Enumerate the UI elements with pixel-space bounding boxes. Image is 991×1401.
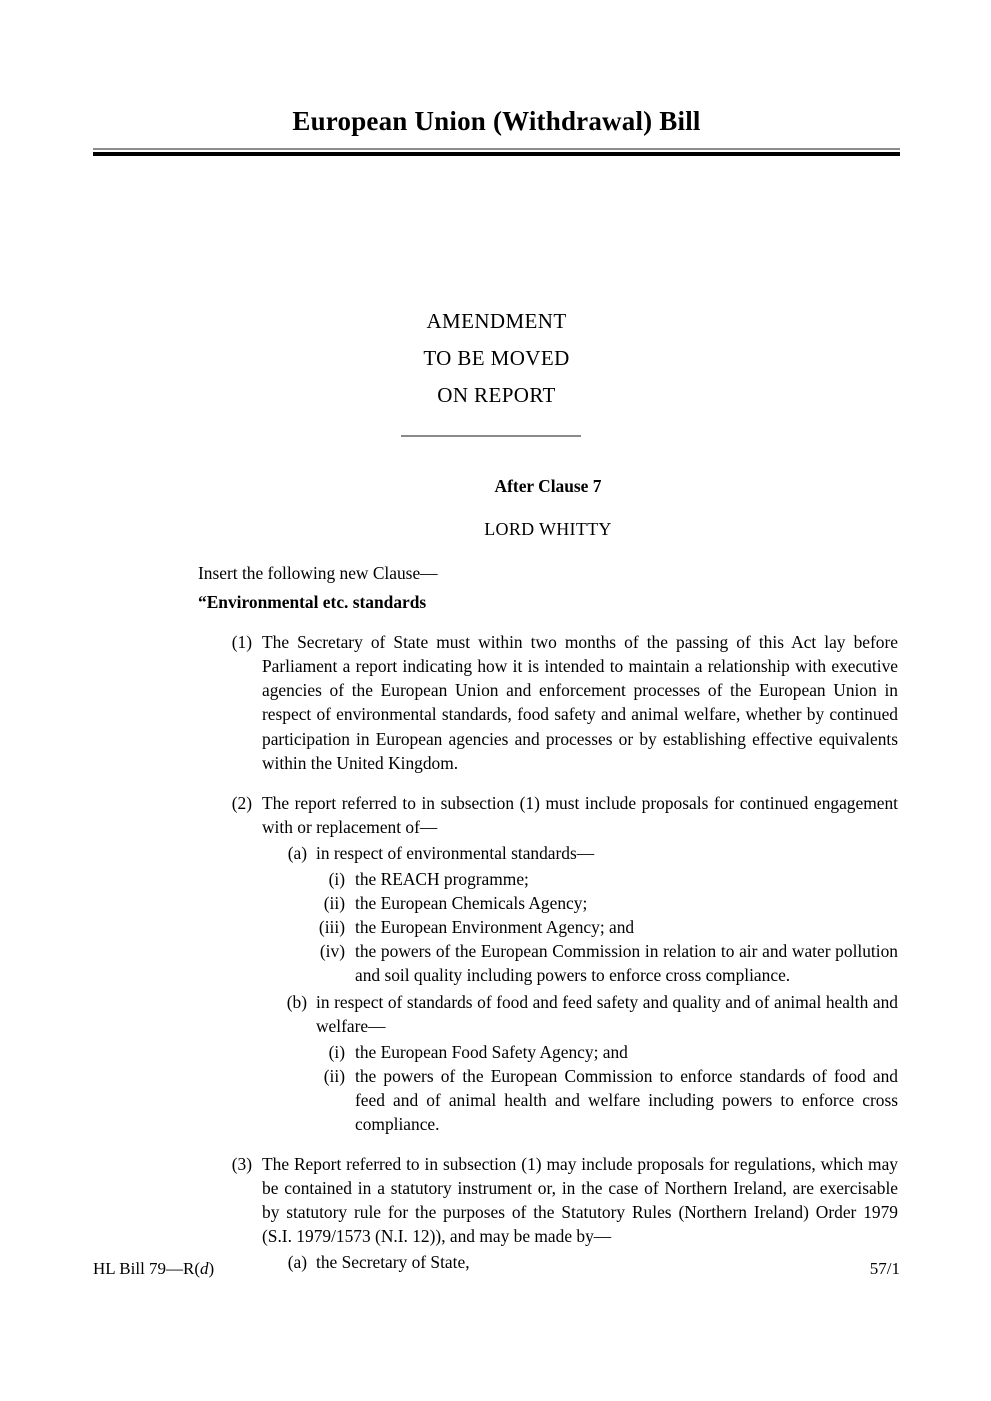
provision-2-a: [277, 841, 898, 865]
provision-2-marker: (2): [231, 792, 252, 813]
provision-2-a-item-iii: [308, 915, 898, 939]
provision-2-a-item-i: [308, 867, 898, 891]
provision-2-b-item-i-text: the European Food Safety Agency; and: [355, 1041, 628, 1062]
provision-3: [222, 1152, 898, 1248]
provision-2-a-text: in respect of environmental standards—: [316, 842, 595, 863]
bill-reference-italic: d: [200, 1259, 209, 1278]
provision-1: [222, 630, 898, 775]
provision-2-b-item-i-marker: (i): [328, 1041, 345, 1062]
provision-2-a-item-iv-text: the powers of the European Commission in relation to air and water pollution and soil quality including powers to enforce cross compliance.: [355, 941, 898, 986]
provision-2-b-item-ii: [308, 1064, 898, 1136]
provision-1-text: The Secretary of State must within two months of the passing of this Act lay before Parliament a report indicating how it is intended to maintain a relationship with executive agencies of the European Union and enforcement processes of the European Union in respect of environmental standards, food safety and animal welfare, whether by continued participation in European agencies and processes or by establishing effective equivalents within the United Kingdom.: [262, 632, 898, 773]
provision-2-text: The report referred to in subsection (1) must include proposals for continued engagement with or replacement of—: [262, 792, 898, 837]
provision-3-text: The Report referred to in subsection (1) may include proposals for regulations, which may be contained in a statutory instrument or, in the case of Northern Ireland, are exercisable by statutory rule for the purposes of the Statutory Rules (Northern Ireland) Order 1979 (S.I. 1979/1573 (N.I. 12)), and may be made by—: [262, 1154, 898, 1247]
provision-2-a-item-ii-text: the European Chemicals Agency;: [355, 893, 588, 914]
provision-2-a-item-iv-marker: (iv): [319, 941, 345, 962]
provision-3-a-text: the Secretary of State,: [316, 1252, 470, 1273]
provision-2-b-item-ii-marker: (ii): [323, 1065, 345, 1086]
provision-2-a-marker: (a): [287, 842, 307, 863]
provision-2-a-item-i-marker: (i): [328, 869, 345, 890]
provision-2-b-item-ii-text: the powers of the European Commission to enforce standards of food and feed and of animal health and welfare including powers to enforce cross compliance.: [355, 1065, 898, 1134]
amendment-heading-line-1: AMENDMENT: [426, 309, 567, 333]
provision-2-a-item-iv: [308, 939, 898, 987]
insert-instruction: Insert the following new Clause—: [198, 563, 438, 583]
section-separator-rule: [401, 435, 581, 437]
provision-1-marker: (1): [231, 632, 252, 653]
bill-reference-suffix: ): [208, 1259, 215, 1278]
provision-2-b-text: in respect of standards of food and feed safety and quality and of animal health and welfare—: [316, 991, 898, 1036]
provision-2-a-item-iii-marker: (iii): [318, 917, 345, 938]
mover-name: LORD WHITTY: [484, 519, 612, 539]
provision-2: [222, 791, 898, 839]
provision-3-a-marker: (a): [287, 1252, 307, 1273]
title-rule-thick: [93, 152, 900, 156]
amendment-heading-line-2: TO BE MOVED: [423, 346, 570, 370]
provision-2-b: [277, 990, 898, 1038]
title-double-rule: [93, 148, 900, 156]
bill-reference: [93, 1258, 214, 1280]
amendment-heading-line-3: ON REPORT: [437, 383, 556, 407]
provision-2-a-item-i-text: the REACH programme;: [355, 869, 529, 890]
page-title: European Union (Withdrawal) Bill: [292, 106, 701, 136]
provision-2-a-item-iii-text: the European Environment Agency; and: [355, 917, 635, 938]
amendment-body: [198, 474, 898, 1275]
amendment-heading-block: [93, 303, 900, 414]
provision-3-marker: (3): [231, 1154, 252, 1175]
page-number: 57/1: [869, 1259, 900, 1278]
provision-2-a-item-ii: [308, 891, 898, 915]
provision-2-b-marker: (b): [286, 991, 307, 1012]
clause-heading: After Clause 7: [494, 476, 602, 496]
provision-2-a-item-ii-marker: (ii): [323, 893, 345, 914]
new-clause-title: “Environmental etc. standards: [198, 592, 427, 613]
bill-reference-prefix: HL Bill 79—R(: [93, 1259, 201, 1278]
provision-2-b-item-i: [308, 1040, 898, 1064]
page-footer: [93, 1258, 900, 1280]
